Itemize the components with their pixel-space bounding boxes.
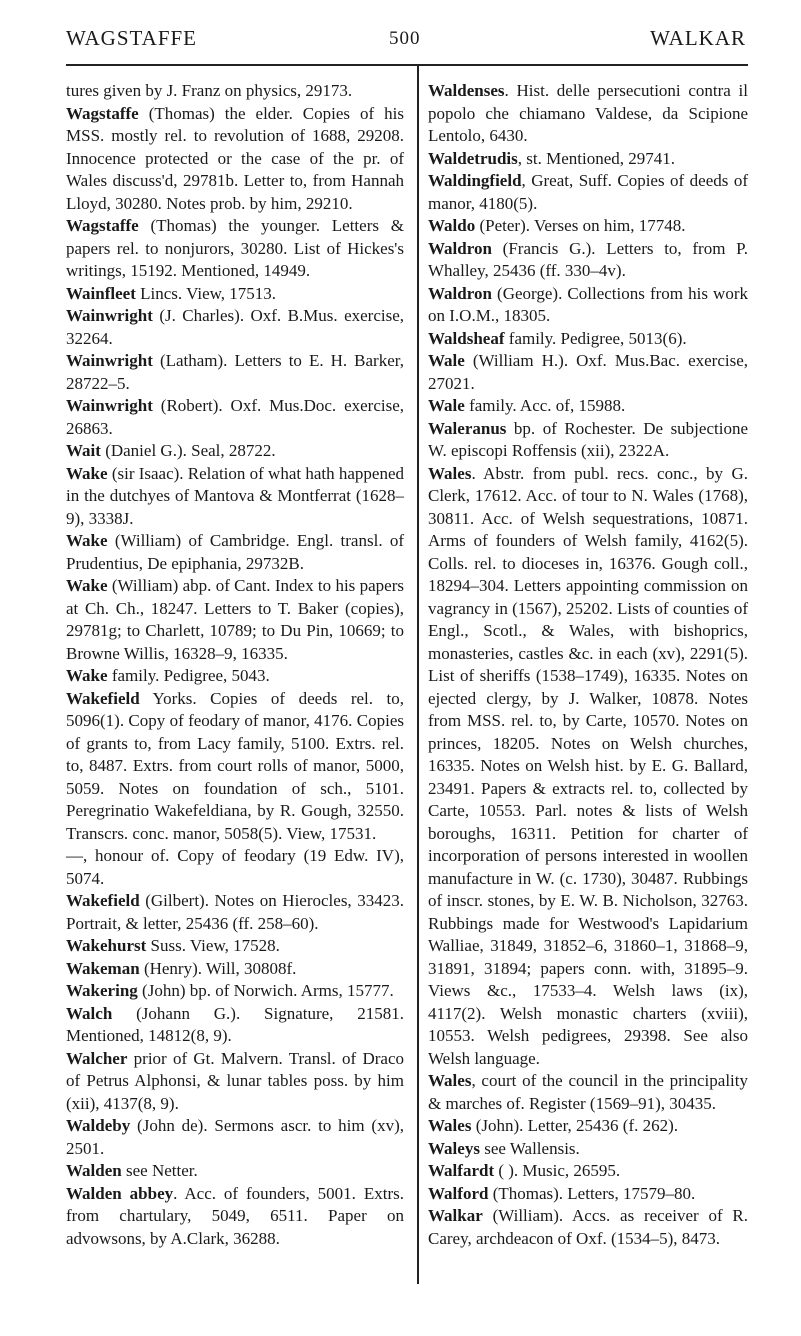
entry-text: (Robert). Oxf. Mus.Doc. exercise, 26863. [66,396,404,438]
entry-headword: Wakeman [66,958,140,978]
entry-headword: Waleranus [428,418,507,438]
entry-headword: Wales [428,1071,472,1090]
index-entry [428,395,748,418]
entry-headword: Wale [428,351,465,370]
entry-text: (George). Collections from his work on I.O.M., 18305. [428,283,748,325]
entry-text: (Thomas) the younger. Letters & papers rel. to nonjurors, 30280. List of Hickes's writings, 15192. Mentioned, 14949. [66,216,404,280]
entry-headword: Wagstaffe [66,103,139,123]
entry-text: (William). Accs. as receiver of R. Carey, archdeacon of Oxf. (1534–5), 8473. [428,1206,748,1248]
entry-text: see Wallensis. [479,1138,580,1158]
entry-headword: Walkar [428,1206,483,1225]
entry-headword: Waldetrudis [428,148,518,168]
entry-headword: Wainwright [66,351,153,370]
index-entry [66,980,404,1003]
entry-text: Yorks. Copies of deeds rel. to, 5096(1). Copy of feodary of manor, 4176. Copies of grants to, from Lacy family, 5100. Extrs. rel. to, 8487. Extrs. from court rolls of manor, 5000, 5059. Notes on foundation of sch., 5101. Peregrinatio Wakefeldiana, by R. Gough, 32550. Transcrs. conc. manor, 5058(5). View, 17531. [66,688,404,843]
index-entry [428,418,748,463]
entry-headword: Wagstaffe [66,216,139,235]
entry-text: Lincs. View, 17513. [135,283,277,303]
entry-text: (Thomas). Letters, 17579–80. [488,1183,696,1203]
index-entry [428,238,748,283]
entry-headword: Wales [428,463,472,483]
entry-headword: Wake [66,576,108,595]
entry-text: family. Pedigree, 5043. [107,666,270,685]
index-entry [66,305,404,350]
index-entry [66,215,404,283]
index-entry [66,1160,404,1183]
entry-headword: Walden [66,1161,122,1180]
index-entry [66,890,404,935]
index-entry [66,665,404,688]
entry-headword: Waldron [428,238,492,258]
entry-text: see Netter. [121,1161,198,1180]
entry-text: bp. of Rochester. De subjectione W. episcopi Roffensis (xii), 2322A. [428,418,748,460]
index-entry [428,350,748,395]
entry-text: . Hist. delle persecutioni contra il popolo che chiamano Valdese, da Scipione Lentolo, 6430. [428,81,748,145]
entry-text: (Johann G.). Signature, 21581. Mentioned, 14812(8, 9). [66,1003,404,1045]
entry-headword: Walfardt [428,1161,495,1180]
index-entry [66,1048,404,1116]
entry-text: (John). Letter, 25436 (f. 262). [471,1116,679,1135]
running-header [66,26,746,56]
index-entry [66,463,404,531]
entry-headword: Waldeby [66,1116,131,1135]
index-entry [428,328,748,351]
entry-text: (Latham). Letters to E. H. Barker, 28722–5. [66,351,404,393]
entry-text: (William H.). Oxf. Mus.Bac. exercise, 27021. [428,351,748,393]
entry-text: , Great, Suff. Copies of deeds of manor, 4180(5). [428,171,748,213]
header-right-word: WALKAR [650,26,746,50]
entry-headword: Wakefield [66,891,140,910]
index-entry [66,440,404,463]
entry-headword: Wake [66,463,108,483]
index-entry [66,958,404,981]
entry-headword: Waleys [428,1138,480,1158]
entry-headword: Wainfleet [66,283,136,303]
column-divider [417,66,419,1284]
entry-text: (Peter). Verses on him, 17748. [475,216,686,235]
entry-text: (Henry). Will, 30808f. [139,958,297,978]
index-entry [66,575,404,665]
index-entry [66,103,404,216]
index-entry [428,1115,748,1138]
right-column [428,80,748,1250]
index-entry [66,1115,404,1160]
index-entry [428,80,748,148]
index-entry [66,688,404,846]
header-left-word: WAGSTAFFE [66,26,198,50]
entry-headword: Wakehurst [66,936,147,955]
entry-headword: Waldingfield [428,171,522,190]
entry-text: (Thomas) the elder. Copies of his MSS. mostly rel. to revolution of 1688, 29208. Innocence protected or the case of the pr. of Wales discuss'd, 29781b. Letter to, from Hannah Lloyd, 30280. Notes prob. by him, 29210. [66,103,404,213]
entry-text: Suss. View, 17528. [146,936,280,955]
entry-headword: Waldron [428,283,492,303]
index-entry [428,1205,748,1250]
entry-headword: Walcher [66,1048,128,1068]
entry-text: (William) abp. of Cant. Index to his papers at Ch. Ch., 18247. Letters to T. Baker (copies), 29781g; to Charlett, 10789; to Du Pin, 10669; to Browne Willis, 16328–9, 16335. [66,576,404,663]
index-entry [66,935,404,958]
entry-headword: Wainwright [66,396,153,415]
entry-headword: Waldo [428,216,476,235]
index-entry [66,845,404,890]
entry-text: (sir Isaac). Relation of what hath happened in the dutchyes of Mantova & Montferrat (1628–9), 3338J. [66,463,405,528]
index-entry [66,350,404,395]
entry-text: (John) bp. of Norwich. Arms, 15777. [137,981,394,1000]
entry-text: prior of Gt. Malvern. Transl. of Draco of Petrus Alphonsi, & lunar tables poss. by him (xii), 4137(8, 9). [66,1048,404,1113]
entry-text: family. Pedigree, 5013(6). [504,328,687,348]
entry-text: (Gilbert). Notes on Hierocles, 33423. Portrait, & letter, 25436 (ff. 258–60). [66,891,404,933]
entry-headword: Walford [428,1183,489,1203]
entry-text: , court of the council in the principality & marches of. Register (1569–91), 30435. [428,1071,748,1113]
entry-headword: Walch [66,1003,113,1023]
entry-headword: Walden abbey [66,1183,174,1203]
index-entry [66,1183,404,1251]
entry-headword: Wale [428,396,465,415]
index-entry [428,170,748,215]
entry-headword: Wake [66,666,108,685]
entry-text: . Abstr. from publ. recs. conc., by G. Clerk, 17612. Acc. of tour to N. Wales (1768), 30811. Acc. of Welsh sequestrations, 10871. Arms of founders of Welsh family, 4162(5). Colls. rel. to dioceses in, 16376. Gough coll., 18294–304. Letters appointing commission on vagrancy in (1567), 25202. Lists of counties of Engl., Scotl., & Wales, with bishoprics, monasteries, castles &c. in each (xv), 2291(5). List of sheriffs (1538–1749), 16335. Notes on ejected clergy, by J. Walker, 10878. Notes from MSS. rel. to, by Carte, 10570. Notes on princes, 18205. Notes on Welsh churches, 16335. Notes on Welsh hist. by E. G. Ballard, 23491. Papers & extracts rel. to, collected by Carte, 10553. Parl. notes & lists of Welsh boroughs, 16311. Petition for charter of incorporation of persons interested in woollen manufacture in W. (c. 1730), 30487. Rubbings of inscr. stones, by E. W. B. Nicholson, 32763. Rubbings made for Westwood's Lapidarium Walliae, 31849, 31852–6, 31860–1, 31868–9, 31891, 31894; papers conn. with, 31895–9. Views &c., 17533–4. Welsh laws (ix), 4117(2). Welsh monastic charters (xviii), 10553. Welsh pedigrees, 29398. See also Welsh language. [428,463,748,1068]
header-rule [66,64,748,66]
index-entry [66,395,404,440]
entry-headword: Wakering [66,981,138,1000]
index-entry [66,530,404,575]
index-entry [428,283,748,328]
entry-text: (William) of Cambridge. Engl. transl. of Prudentius, De epiphania, 29732B. [66,531,404,573]
index-entry [428,1070,748,1115]
entry-text: ( ). Music, 26595. [494,1161,621,1180]
index-entry [428,463,748,1071]
index-entry [66,283,404,306]
entry-text: (J. Charles). Oxf. B.Mus. exercise, 32264. [66,306,404,348]
entry-headword: Wales [428,1116,472,1135]
entry-text: —, honour of. Copy of feodary (19 Edw. IV), 5074. [66,846,404,888]
entry-text: , st. Mentioned, 29741. [517,148,675,168]
entry-text: (Daniel G.). Seal, 28722. [100,441,276,460]
entry-text: (Francis G.). Letters to, from P. Whalley, 25436 (ff. 330–4v). [428,238,748,280]
page-number: 500 [389,28,421,49]
entry-headword: Waldsheaf [428,328,505,348]
index-entry [428,148,748,171]
left-column [66,80,404,1250]
entry-headword: Wake [66,531,108,550]
entry-headword: Waldenses [428,81,505,100]
index-entry [428,1138,748,1161]
index-entry [428,1183,748,1206]
entry-headword: Wakefield [66,688,140,708]
entry-text: family. Acc. of, 15988. [464,396,626,415]
index-entry [428,215,748,238]
entry-text: tures given by J. Franz on physics, 29173. [66,81,353,100]
index-entry [66,80,404,103]
index-entry [66,1003,404,1048]
entry-headword: Wainwright [66,306,153,325]
entry-text: . Acc. of founders, 5001. Extrs. from chartulary, 5049, 6511. Paper on advowsons, by A.Clark, 36288. [66,1183,404,1248]
entry-headword: Wait [66,441,101,460]
entry-text: (John de). Sermons ascr. to him (xv), 2501. [66,1116,404,1158]
index-entry [428,1160,748,1183]
